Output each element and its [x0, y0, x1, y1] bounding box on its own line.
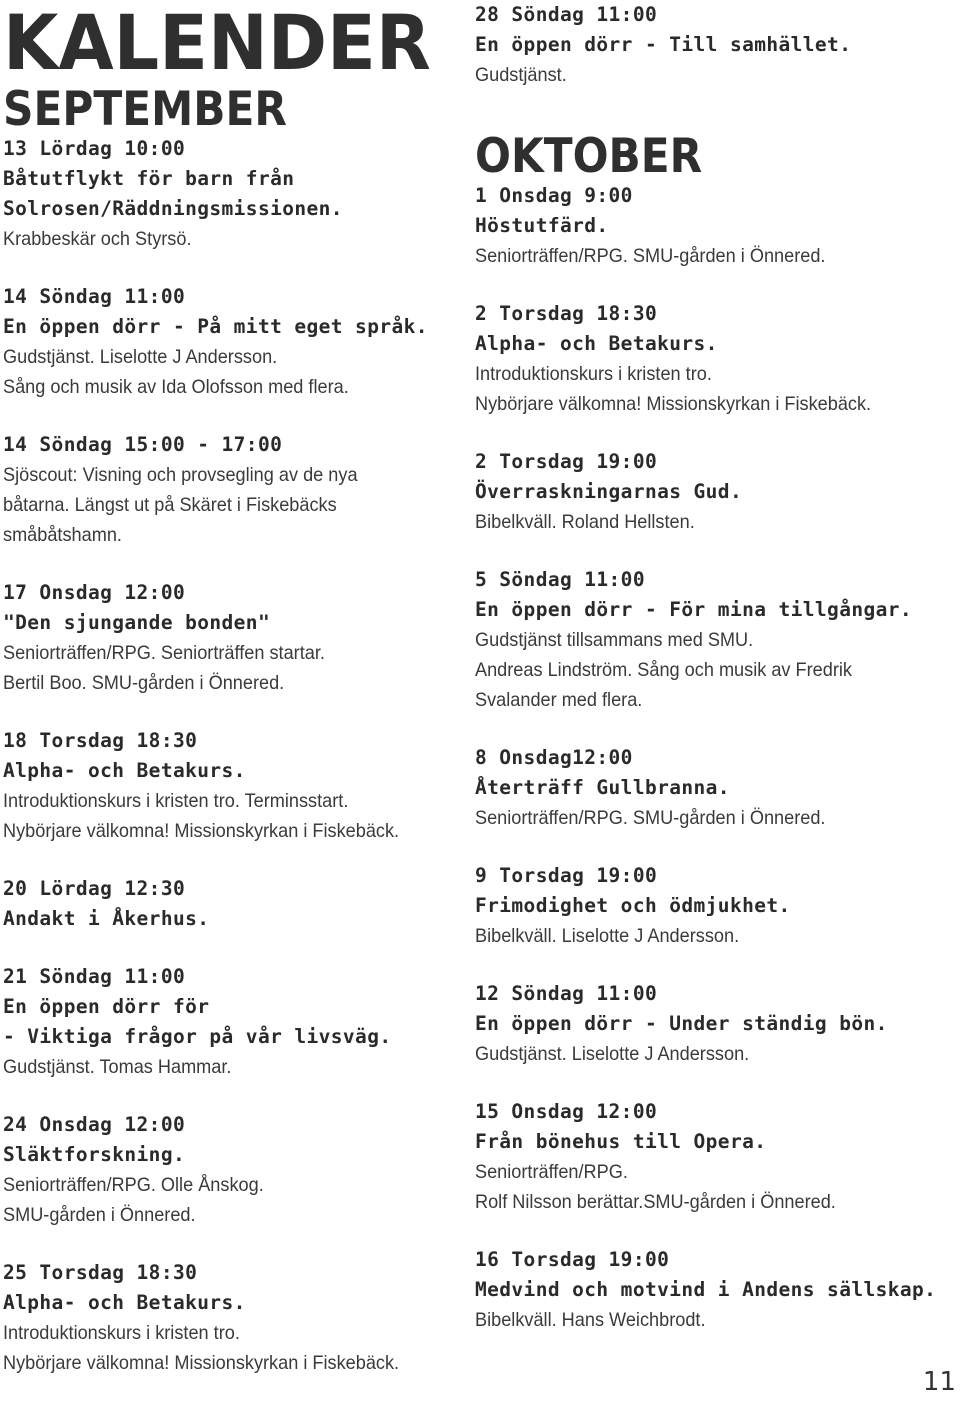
- event-details: Svalander med flera.: [475, 689, 643, 711]
- calendar-event: [475, 447, 955, 537]
- event-title: "Den sjungande bonden": [3, 611, 271, 634]
- event-date-time: 21 Söndag 11:00: [3, 965, 186, 988]
- month-heading-oktober: OKTOBER: [475, 129, 703, 184]
- right-column: [475, 0, 955, 1335]
- event-details: Seniorträffen/RPG. SMU-gården i Önnered.: [475, 807, 826, 829]
- event-details: Nybörjare välkomna! Missionskyrkan i Fiskebäck.: [475, 393, 872, 415]
- event-details: Gudstjänst. Liselotte J Andersson.: [3, 346, 278, 368]
- event-date-time: 14 Söndag 15:00 - 17:00: [3, 433, 283, 456]
- event-details: Nybörjare välkomna! Missionskyrkan i Fiskebäck.: [3, 820, 400, 842]
- event-date-time: 2 Torsdag 19:00: [475, 450, 658, 473]
- event-details: Seniorträffen/RPG. SMU-gården i Önnered.: [475, 245, 826, 267]
- event-title: Höstutfärd.: [475, 214, 609, 237]
- event-title: En öppen dörr - Under ständig bön.: [475, 1012, 888, 1035]
- event-details: SMU-gården i Önnered.: [3, 1204, 196, 1226]
- event-date-time: 2 Torsdag 18:30: [475, 302, 658, 325]
- event-details: Sjöscout: Visning och provsegling av de nya: [3, 464, 358, 486]
- event-details: Introduktionskurs i kristen tro. Terminsstart.: [3, 790, 349, 812]
- event-date-time: 20 Lördag 12:30: [3, 877, 186, 900]
- event-details: Seniorträffen/RPG.: [475, 1161, 628, 1183]
- calendar-event: [3, 578, 458, 698]
- event-list-oktober: [475, 181, 955, 1335]
- event-date-time: 16 Torsdag 19:00: [475, 1248, 670, 1271]
- event-title: Solrosen/Räddningsmissionen.: [3, 197, 343, 220]
- event-date-time: 5 Söndag 11:00: [475, 568, 645, 591]
- calendar-event: [475, 979, 955, 1069]
- event-details: Krabbeskär och Styrsö.: [3, 228, 192, 250]
- page-number: 11: [922, 1367, 956, 1397]
- event-details: Gudstjänst. Tomas Hammar.: [3, 1056, 232, 1078]
- event-details: Introduktionskurs i kristen tro.: [3, 1322, 240, 1344]
- event-title: Alpha- och Betakurs.: [3, 759, 246, 782]
- calendar-event: [3, 134, 458, 254]
- calendar-event: [475, 0, 955, 90]
- event-title: - Viktiga frågor på vår livsväg.: [3, 1025, 392, 1048]
- event-title: Alpha- och Betakurs.: [3, 1291, 246, 1314]
- event-details: Rolf Nilsson berättar.SMU-gården i Önnered.: [475, 1191, 836, 1213]
- event-date-time: 15 Onsdag 12:00: [475, 1100, 658, 1123]
- event-title: Släktforskning.: [3, 1143, 186, 1166]
- event-details: Bibelkväll. Hans Weichbrodt.: [475, 1309, 706, 1331]
- event-details: småbåtshamn.: [3, 524, 122, 546]
- event-title: Överraskningarnas Gud.: [475, 480, 743, 503]
- month-heading-september: SEPTEMBER: [3, 82, 287, 137]
- event-details: Bibelkväll. Liselotte J Andersson.: [475, 925, 740, 947]
- event-date-time: 28 Söndag 11:00: [475, 3, 658, 26]
- event-details: båtarna. Längst ut på Skäret i Fiskebäcks: [3, 494, 337, 516]
- event-details: Bertil Boo. SMU-gården i Önnered.: [3, 672, 285, 694]
- event-title: Medvind och motvind i Andens sällskap.: [475, 1278, 937, 1301]
- calendar-event: [475, 299, 955, 419]
- event-title: Alpha- och Betakurs.: [475, 332, 718, 355]
- calendar-event: [475, 1245, 955, 1335]
- event-date-time: 18 Torsdag 18:30: [3, 729, 198, 752]
- calendar-event: [3, 874, 458, 934]
- event-title: Båtutflykt för barn från: [3, 167, 295, 190]
- event-details: Seniorträffen/RPG. Seniorträffen startar.: [3, 642, 325, 664]
- calendar-event: [475, 861, 955, 951]
- event-date-time: 9 Torsdag 19:00: [475, 864, 658, 887]
- left-column: [3, 0, 458, 1378]
- calendar-event: [3, 1110, 458, 1230]
- calendar-event: [3, 962, 458, 1082]
- calendar-event: [3, 430, 458, 550]
- calendar-event: [3, 282, 458, 402]
- event-details: Seniorträffen/RPG. Olle Ånskog.: [3, 1174, 264, 1196]
- calendar-event: [475, 565, 955, 715]
- event-details: Bibelkväll. Roland Hellsten.: [475, 511, 695, 533]
- calendar-event: [3, 726, 458, 846]
- event-details: Introduktionskurs i kristen tro.: [475, 363, 712, 385]
- event-title: En öppen dörr för: [3, 995, 210, 1018]
- event-list-september: [3, 134, 458, 1378]
- event-title: En öppen dörr - För mina tillgångar.: [475, 598, 913, 621]
- event-details: Nybörjare välkomna! Missionskyrkan i Fiskebäck.: [3, 1352, 400, 1374]
- event-details: Gudstjänst tillsammans med SMU.: [475, 629, 754, 651]
- event-details: Gudstjänst.: [475, 64, 567, 86]
- event-date-time: 17 Onsdag 12:00: [3, 581, 186, 604]
- event-list-september-continued: [475, 0, 955, 90]
- event-date-time: 8 Onsdag12:00: [475, 746, 633, 769]
- event-date-time: 24 Onsdag 12:00: [3, 1113, 186, 1136]
- calendar-heading: KALENDER: [3, 0, 431, 87]
- event-title: Från bönehus till Opera.: [475, 1130, 767, 1153]
- calendar-event: [475, 743, 955, 833]
- event-title: Återträff Gullbranna.: [475, 776, 730, 799]
- event-title: Andakt i Åkerhus.: [3, 907, 210, 930]
- event-date-time: 25 Torsdag 18:30: [3, 1261, 198, 1284]
- event-title: Frimodighet och ödmjukhet.: [475, 894, 791, 917]
- event-date-time: 12 Söndag 11:00: [475, 982, 658, 1005]
- calendar-event: [475, 1097, 955, 1217]
- calendar-event: [475, 181, 955, 271]
- event-date-time: 14 Söndag 11:00: [3, 285, 186, 308]
- event-details: Gudstjänst. Liselotte J Andersson.: [475, 1043, 750, 1065]
- event-date-time: 13 Lördag 10:00: [3, 137, 186, 160]
- event-details: Sång och musik av Ida Olofsson med flera.: [3, 376, 349, 398]
- event-details: Andreas Lindström. Sång och musik av Fredrik: [475, 659, 852, 681]
- event-date-time: 1 Onsdag 9:00: [475, 184, 633, 207]
- event-title: En öppen dörr - Till samhället.: [475, 33, 852, 56]
- calendar-event: [3, 1258, 458, 1378]
- event-title: En öppen dörr - På mitt eget språk.: [3, 315, 428, 338]
